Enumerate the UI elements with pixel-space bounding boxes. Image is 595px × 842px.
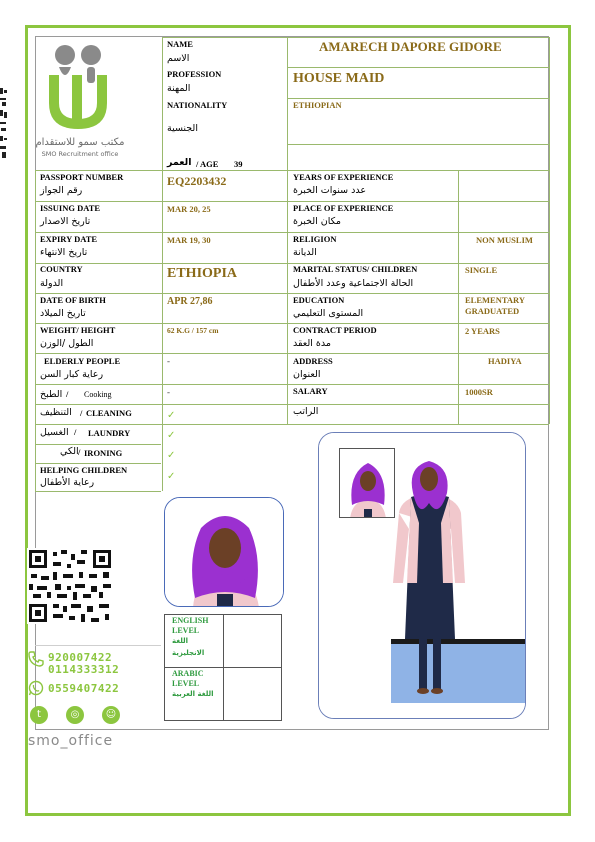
address-label: ADDRESS — [293, 356, 333, 366]
cooking-slash: / — [66, 389, 69, 399]
education-value-2: GRADUATED — [465, 306, 520, 316]
face-thumbnail-image-icon — [340, 449, 395, 518]
issuing-label-ar: تاريخ الاصدار — [40, 216, 91, 227]
phone-2[interactable]: 0114333312 — [48, 663, 120, 676]
years-exp-label: YEARS OF EXPERIENCE — [293, 172, 394, 182]
dob-value: APR 27,86 — [167, 296, 213, 307]
profession-label: PROFESSION — [167, 69, 222, 79]
phone-1[interactable]: 920007422 — [48, 651, 113, 664]
address-value: HADIYA — [488, 356, 522, 366]
religion-value: NON MUSLIM — [476, 235, 533, 245]
weight-value: 62 K.G / 157 cm — [167, 326, 219, 335]
cooking-label-ar: الطبخ — [40, 389, 63, 400]
nationality-value: ETHIOPIAN — [293, 100, 342, 110]
contract-label-ar: مدة العقد — [293, 338, 331, 349]
age-label-ar: العمر — [167, 157, 192, 168]
cleaning-label-ar: التنظيف — [40, 407, 72, 418]
english-label: ENGLISH — [172, 616, 209, 625]
name-label-ar: الاسم — [167, 53, 190, 64]
expiry-label-ar: تاريخ الانتهاء — [40, 247, 88, 258]
education-label: EDUCATION — [293, 295, 345, 305]
full-body-photo — [318, 432, 526, 719]
weight-label-ar: الطول /الوزن — [40, 338, 94, 349]
children-label-ar: رعاية الأطفال — [40, 477, 95, 488]
years-exp-label-ar: عدد سنوات الخبرة — [293, 185, 366, 196]
laundry-check-icon: ✓ — [167, 430, 176, 441]
address-label-ar: العنوان — [293, 369, 321, 380]
side-barcode-icon — [0, 88, 8, 160]
profession-value: HOUSE MAID — [293, 71, 385, 86]
cooking-value: - — [167, 387, 170, 397]
salary-label: SALARY — [293, 386, 328, 396]
ironing-check-icon: ✓ — [167, 450, 176, 461]
passport-value: EQ2203432 — [167, 174, 227, 188]
brand-name-ar: مكتب سمو للاستقدام — [35, 137, 125, 148]
ironing-label: IRONING — [84, 448, 123, 458]
cooking-label: Cooking — [84, 390, 112, 399]
education-value-1: ELEMENTARY — [465, 295, 525, 305]
portrait-image-icon — [165, 498, 284, 607]
qr-code-icon — [27, 548, 113, 624]
name-label: NAME — [167, 39, 193, 49]
cleaning-slash: / — [80, 408, 83, 418]
salary-label-ar: الراتب — [293, 406, 319, 417]
name-value: AMARECH DAPORE GIDORE — [319, 39, 502, 54]
twitter-icon[interactable]: t — [30, 706, 48, 724]
weight-label: WEIGHT/ HEIGHT — [40, 325, 116, 335]
marital-label-ar: الحالة الاجتماعية وعدد الأطفال — [293, 278, 414, 289]
contract-value: 2 YEARS — [465, 326, 500, 336]
country-value: ETHIOPIA — [167, 266, 238, 281]
religion-label: RELIGION — [293, 234, 337, 244]
issuing-label: ISSUING DATE — [40, 203, 101, 213]
whatsapp-icon — [28, 680, 44, 696]
place-exp-label: PLACE OF EXPERIENCE — [293, 203, 394, 213]
laundry-slash: / — [74, 427, 77, 437]
place-exp-label-ar: مكان الخبرة — [293, 216, 341, 227]
marital-label: MARITAL STATUS/ CHILDREN — [293, 264, 418, 274]
elderly-label-ar: رعاية كبار السن — [40, 369, 104, 380]
profession-label-ar: المهنة — [167, 83, 191, 94]
arabic-level-label: LEVEL — [172, 679, 200, 688]
laundry-label: LAUNDRY — [88, 428, 131, 438]
passport-label-ar: رقم الجواز — [40, 185, 83, 196]
phone-icon — [28, 651, 44, 667]
ironing-slash: / — [78, 447, 81, 457]
religion-label-ar: الديانة — [293, 247, 317, 258]
children-check-icon: ✓ — [167, 471, 176, 482]
children-label: HELPING CHILDREN — [40, 465, 128, 475]
age-value: 39 — [234, 159, 243, 169]
face-thumbnail — [339, 448, 395, 518]
ironing-label-ar: الكي — [60, 446, 79, 457]
social-handle[interactable]: smo_office — [28, 733, 114, 749]
portrait-photo — [164, 497, 284, 607]
cleaning-label: CLEANING — [86, 408, 132, 418]
arabic-label: ARABIC — [172, 669, 204, 678]
instagram-icon[interactable]: ◎ — [66, 706, 84, 724]
expiry-value: MAR 19, 30 — [167, 235, 211, 245]
passport-label: PASSPORT NUMBER — [40, 172, 124, 182]
dob-label: DATE OF BIRTH — [40, 295, 106, 305]
dob-label-ar: تاريخ الميلاد — [40, 308, 86, 319]
issuing-value: MAR 20, 25 — [167, 204, 211, 214]
brand-name-en: SMO Recruitment office — [41, 150, 119, 158]
nationality-label-ar: الجنسية — [167, 123, 198, 134]
country-label: COUNTRY — [40, 264, 83, 274]
contract-label: CONTRACT PERIOD — [293, 325, 377, 335]
arabic-label-ar: اللغة العربية — [172, 690, 214, 698]
english-label-ar2: الانجليزية — [172, 649, 205, 657]
age-label: / AGE — [196, 159, 219, 169]
elderly-label: ELDERLY PEOPLE — [44, 356, 121, 366]
nationality-label: NATIONALITY — [167, 100, 228, 110]
english-label-ar1: اللغة — [172, 637, 189, 645]
whatsapp-number[interactable]: 0559407422 — [48, 682, 120, 695]
education-label-ar: المستوى التعليمي — [293, 308, 364, 319]
english-level-label: LEVEL — [172, 626, 200, 635]
country-label-ar: الدولة — [40, 278, 64, 289]
snapchat-icon[interactable]: ☺ — [102, 706, 120, 724]
salary-value: 1000SR — [465, 387, 493, 397]
laundry-label-ar: الغسيل — [40, 427, 69, 438]
cleaning-check-icon: ✓ — [167, 410, 176, 421]
marital-value: SINGLE — [465, 265, 498, 275]
expiry-label: EXPIRY DATE — [40, 234, 98, 244]
elderly-value: - — [167, 356, 170, 366]
smo-logo-icon — [43, 43, 113, 133]
